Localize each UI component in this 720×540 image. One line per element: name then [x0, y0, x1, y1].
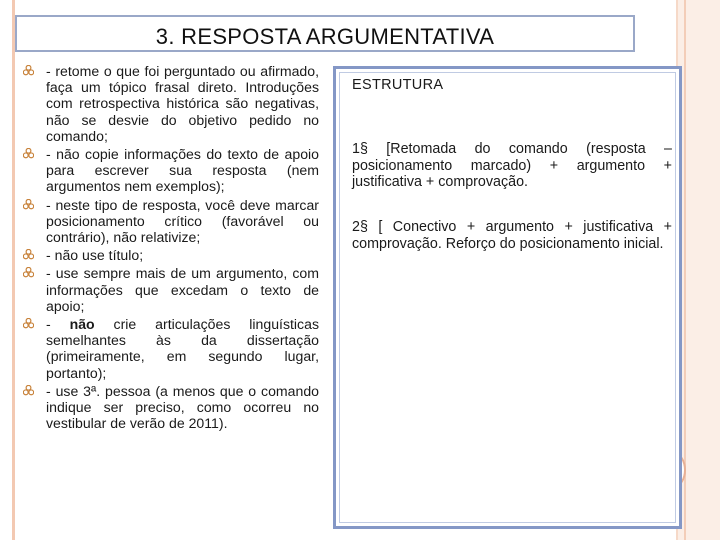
list-item-emphasis: não: [69, 316, 95, 333]
list-item-text: - use 3ª. pessoa (a menos que o comando indique ser preciso, como ocorreu no vestibular de verão de 2011).: [46, 382, 319, 432]
list-item: [19, 383, 319, 432]
list-item-text: - não use título;: [46, 247, 144, 264]
structure-paragraph-2: 2§ [ Conectivo + argumento + justificativa + comprovação. Reforço do posicionamento inicial.: [352, 219, 672, 252]
structure-heading: ESTRUTURA: [352, 77, 444, 93]
list-item: [19, 316, 319, 381]
flower-bullet-icon: [23, 385, 34, 396]
flower-bullet-icon: [23, 318, 34, 329]
list-item: [19, 265, 319, 314]
list-item-text: - retome o que foi perguntado ou afirmado, faça um tópico frasal direto. Introduções com retrospectiva histórica são negativas, não se desvie do objetivo pedido no comando;: [46, 63, 319, 144]
structure-paragraph-1: 1§ [Retomada do comando (resposta – posicionamento marcado) + argumento + justificativa + comprovação.: [352, 141, 672, 190]
list-item: [19, 63, 319, 144]
flower-bullet-icon: [23, 267, 34, 278]
slide-title-text: 3. RESPOSTA ARGUMENTATIVA: [155, 24, 495, 49]
flower-bullet-icon: [23, 148, 34, 159]
list-item: [19, 197, 319, 246]
left-decorative-rule: [12, 0, 15, 540]
slide-title: [15, 15, 635, 52]
structure-box: [333, 66, 682, 529]
list-item: [19, 146, 319, 195]
flower-bullet-icon: [23, 65, 34, 76]
list-item-text: - neste tipo de resposta, você deve marcar posicionamento crítico (favorável ou contrário), não relativize;: [46, 196, 319, 246]
left-text-panel: [19, 63, 319, 433]
instructions-list: [19, 63, 319, 431]
list-item-text: - não copie informações do texto de apoio para escrever sua resposta (nem argumentos nem exemplos);: [46, 146, 319, 195]
flower-bullet-icon: [23, 249, 34, 260]
structure-box-inner: [339, 72, 676, 523]
list-item-prefix: -: [46, 316, 70, 333]
list-item: [19, 247, 319, 263]
list-item-text: - use sempre mais de um argumento, com informações que excedam o texto de apoio;: [46, 265, 319, 314]
list-item-text: [46, 316, 319, 381]
flower-bullet-icon: [23, 199, 34, 210]
list-item-rest: crie articulações linguísticas semelhantes às da dissertação (primeiramente, em segundo lugar, portanto);: [46, 316, 319, 381]
